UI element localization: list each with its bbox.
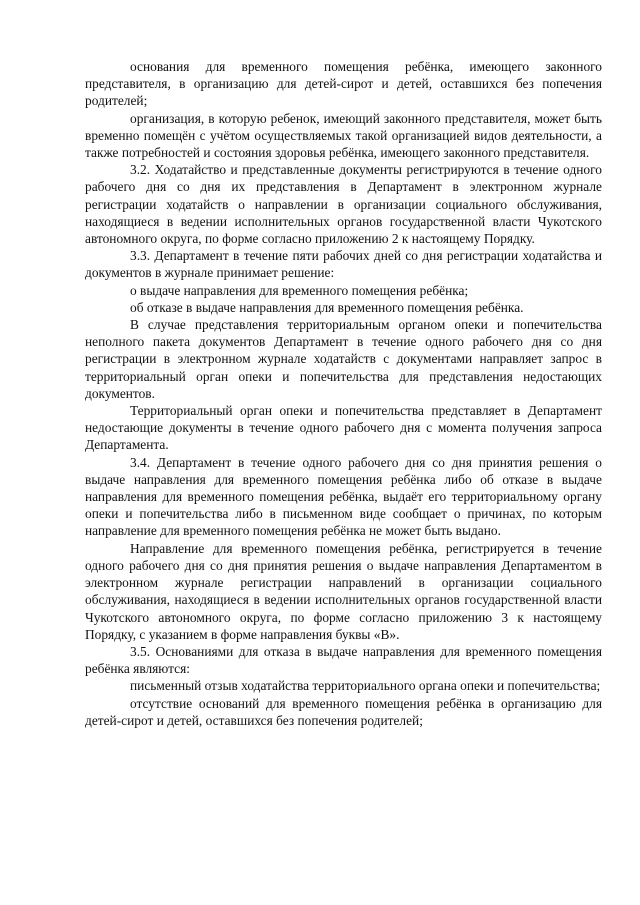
paragraph-registration: Направление для временного помещения ребёнка, регистрируется в течение одного рабочего дня со дня принятия решения о выдаче направления Департаментом в электронном журнале регистрации направлений в организации социального обслуживания, находящиеся в ведении исполнительных органов государственной власти Чукотского автономного округа, по форме согласно приложению 3 к настоящему Порядку, с указанием в форме направления буквы «В». [85,540,602,642]
paragraph-decision-refusal: об отказе в выдаче направления для временного помещения ребёнка. [130,299,524,315]
paragraph-missing-documents: Территориальный орган опеки и попечительства представляет в Департамент недостающие документы в течение одного рабочего дня с момента получения запроса Департамента. [85,403,602,453]
paragraph-no-grounds: отсутствие оснований для временного помещения ребёнка в организацию для детей-сирот и детей, оставшихся без попечения родителей; [85,695,602,728]
paragraph-withdrawal: письменный отзыв ходатайства территориального органа опеки и попечительства; [130,678,601,694]
paragraph-3-4: 3.4. Департамент в течение одного рабочего дня со дня принятия решения о выдаче направления для временного помещения ребёнка либо об отказе в выдаче направления для временного помещения ребёнка, выдаёт его территориальному органу опеки и попечительства либо в письменном виде сообщает о причинах, по которым направление для временного помещения ребёнка не может быть выдано. [85,454,602,539]
paragraph-3-5: 3.5. Основаниями для отказа в выдаче направления для временного помещения ребёнка являются: [85,643,602,677]
paragraph-incomplete-package: В случае представления территориальным органом опеки и попечительства неполного пакета документов Департамент в течение одного рабочего дня со дня регистрации в электронном журнале ходатайств с документами направляет запрос в территориальный орган опеки и попечительства для представления недостающих документов. [85,317,602,401]
paragraph-3-2: 3.2. Ходатайство и представленные документы регистрируются в течение одного рабочего дня со дня их представления в Департамент в электронном журнале регистрации ходатайств о направлении в организации социального обслуживания, находящиеся в ведении исполнительных органов государственной власти Чукотского автономного округа, по форме согласно приложению 2 к настоящему Порядку. [85,162,602,247]
paragraph-3-3: 3.3. Департамент в течение пяти рабочих дней со дня регистрации ходатайства и документов в журнале принимает решение: [85,248,602,281]
paragraph-organization: организация, в которую ребенок, имеющий законного представителя, может быть временно помещён с учётом осуществляемых такой организацией видов деятельности, а также потребностей и состояния здоровья ребёнка, имеющего законного представителя. [85,110,602,161]
document-page [85,58,602,729]
paragraph-grounds-for-placement: основания для временного помещения ребёнка, имеющего законного представителя, в организацию для детей-сирот и детей, оставшихся без попечения родителей; [85,59,602,109]
paragraph-decision-issue: о выдаче направления для временного помещения ребёнка; [130,282,469,298]
